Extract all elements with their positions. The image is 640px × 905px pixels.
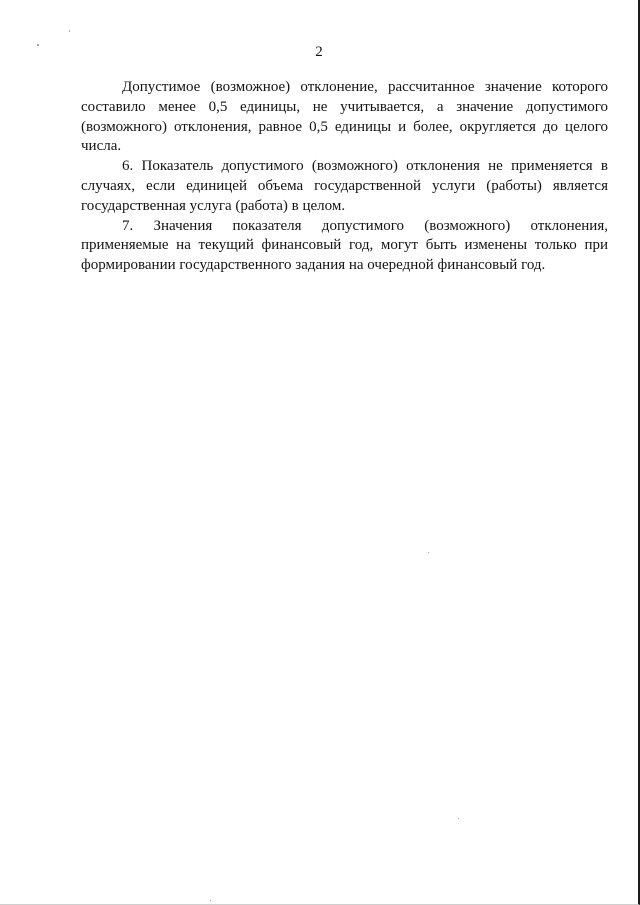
paragraph-deviation-rounding: Допустимое (возможное) отклонение, рассчитанное значение которого составило менее 0,5 единицы, не учитывается, а значение допустимого (возможного) отклонения, равное 0,5 единицы и более, округляется до целого числа. — [81, 79, 608, 155]
scan-speck — [210, 900, 211, 901]
scan-speck — [37, 44, 39, 46]
scan-speck — [458, 818, 459, 819]
document-body — [81, 78, 608, 276]
paragraph-6: 6. Показатель допустимого (возможного) отклонения не применяется в случаях, если единицей объема государственной услуги (работы) является государственная услуга (работа) в целом. — [81, 158, 608, 214]
paragraph-7: 7. Значения показателя допустимого (возможного) отклонения, применяемые на текущий финансовый год, могут быть изменены только при формировании государственного задания на очередной финансовый год. — [81, 217, 608, 274]
scan-speck — [69, 30, 70, 32]
page-number: 2 — [315, 44, 323, 60]
scan-speck — [428, 552, 429, 553]
